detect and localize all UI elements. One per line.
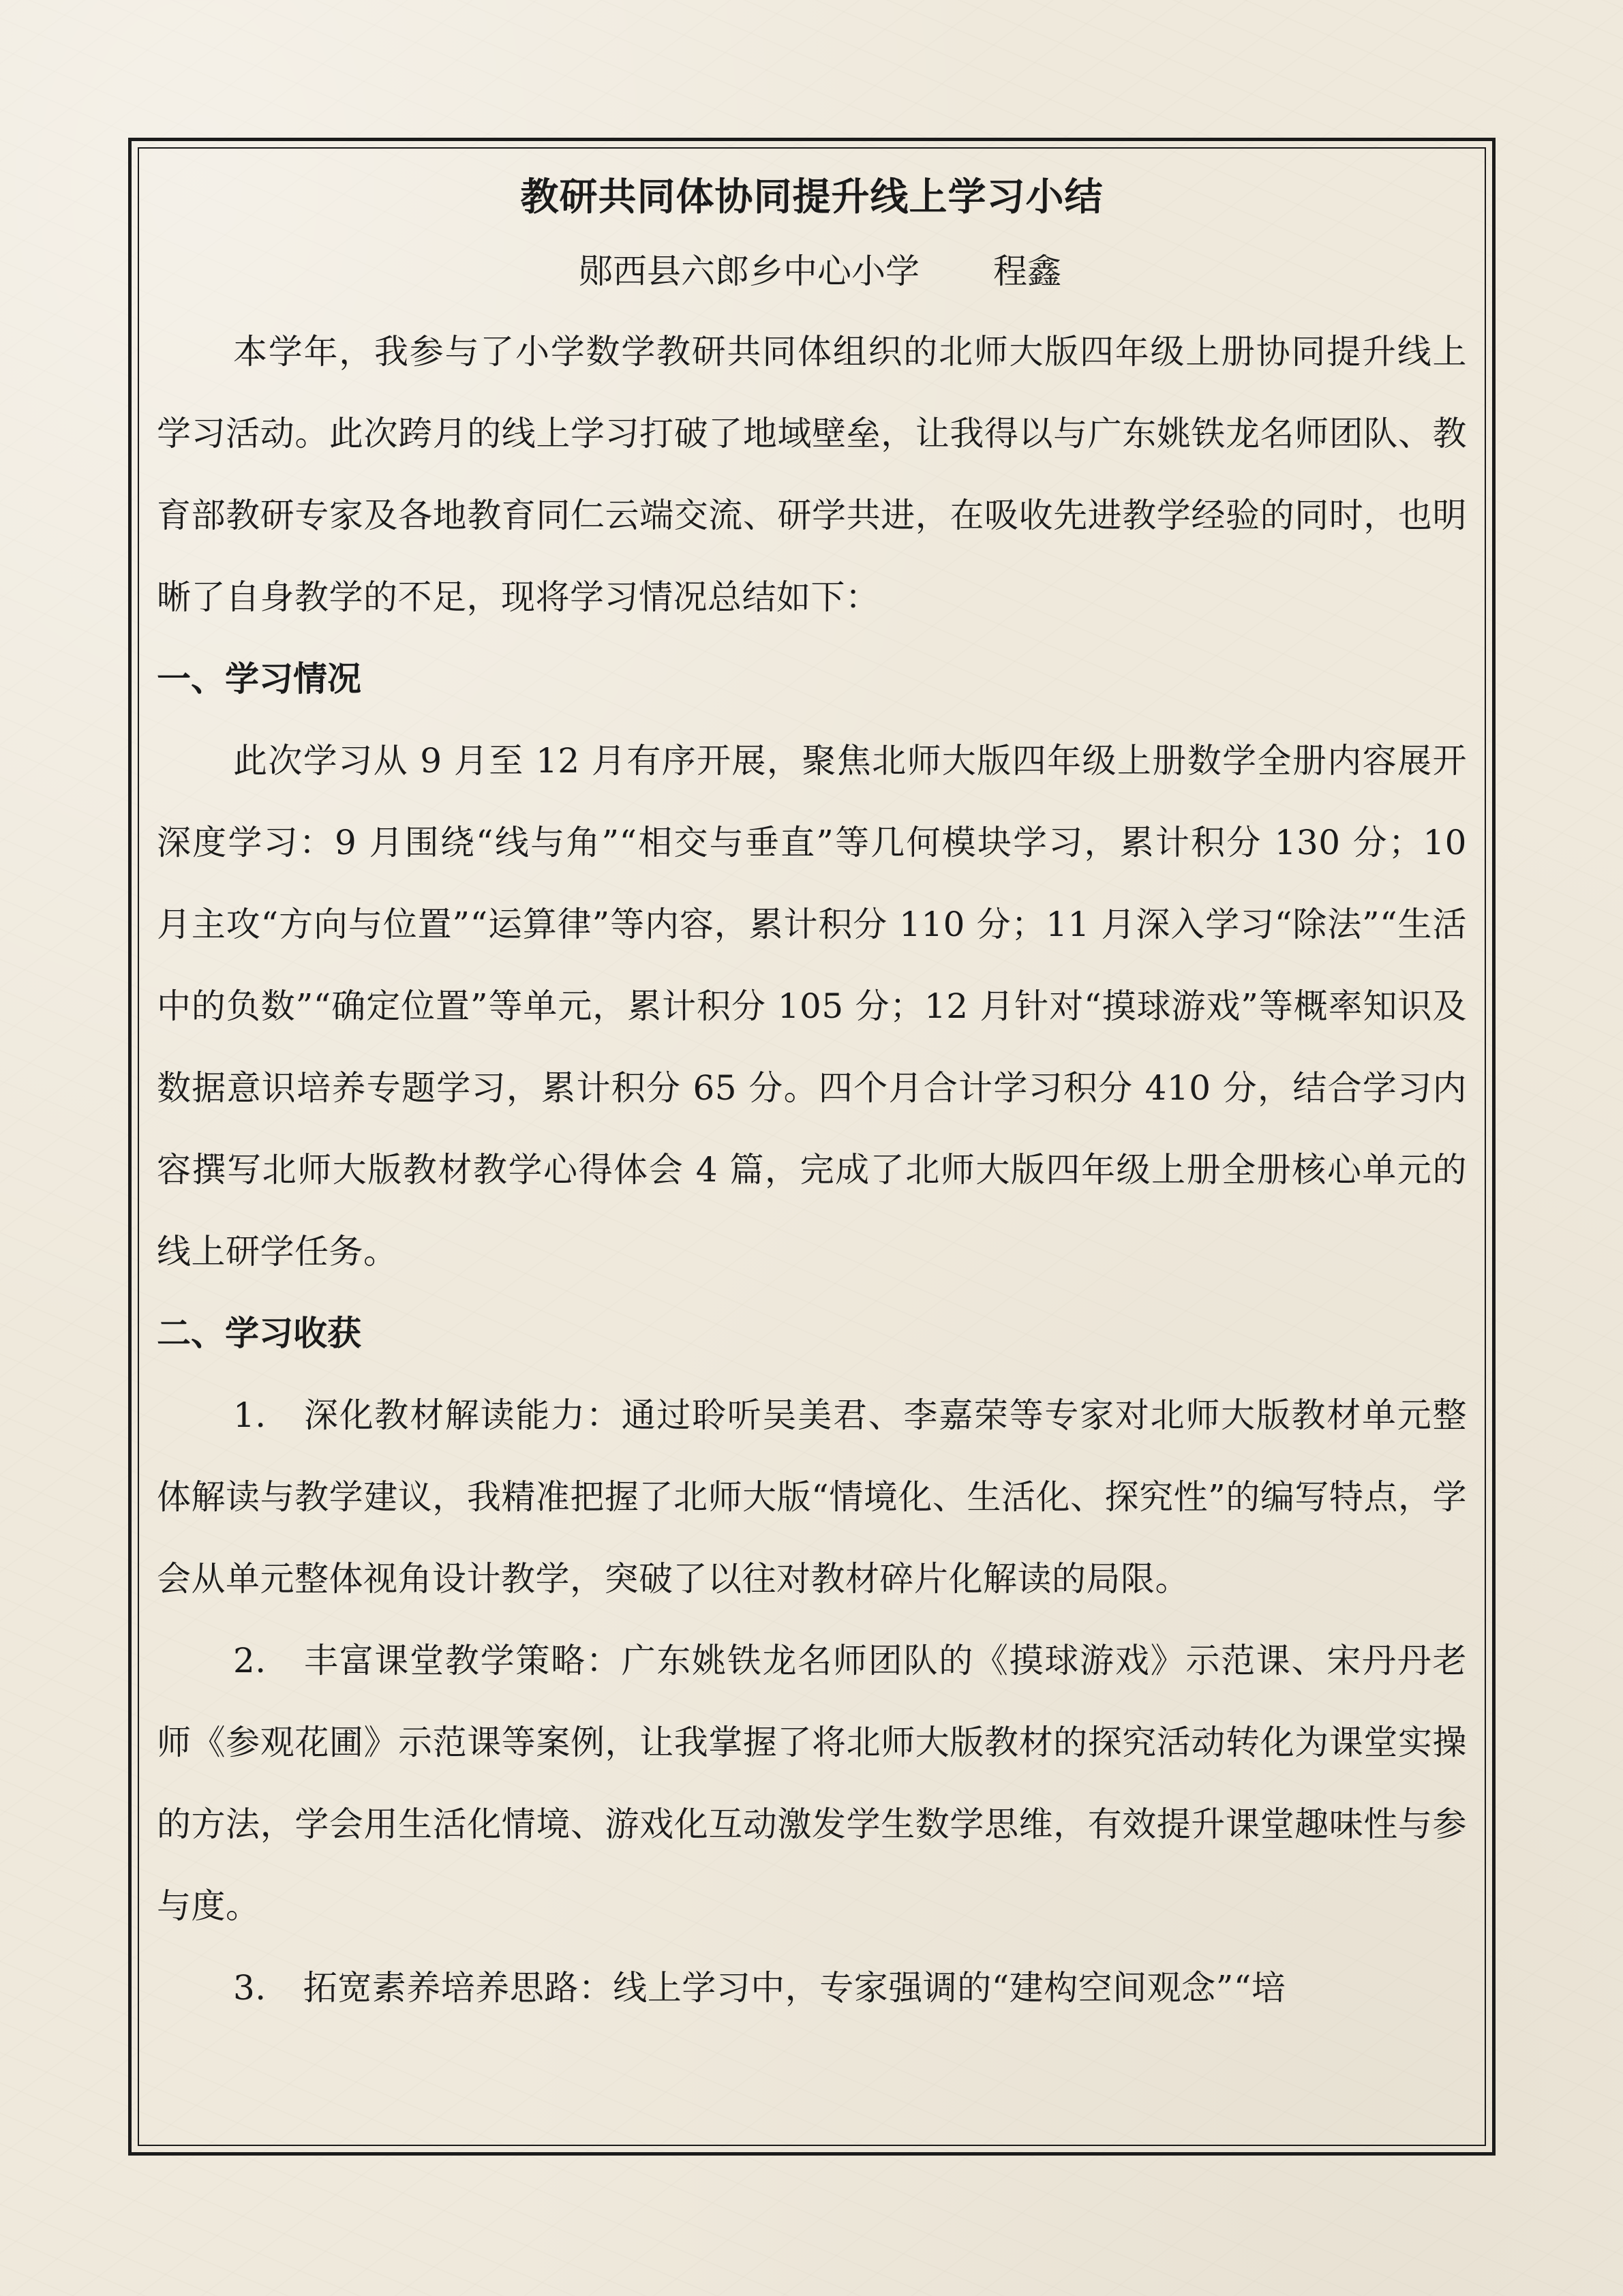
gain-item-3 (157, 1947, 1467, 2029)
study-status-paragraph: 此次学习从 9 月至 12 月有序开展，聚焦北师大版四年级上册数学全册内容展开深度学习：9 月围绕“线与角”“相交与垂直”等几何模块学习，累计积分 130 分；10 月主攻“方向与位置”“运算律”等内容，累计积分 110 分；11 月深入学习“除法”“生活中的负数”“确定位置”等单元，累计积分 105 分；12 月针对“摸球游戏”等概率知识及数据意识培养专题学习，累计积分 65 分。四个月合计学习积分 410 分，结合学习内容撰写北师大版教材教学心得体会 4 篇，完成了北师大版四年级上册全册核心单元的线上研学任务。 (157, 741, 1467, 1271)
gain-item-1 (157, 1374, 1467, 1620)
gain-item-3-text: 拓宽素养培养思路：线上学习中，专家强调的“建构空间观念”“培 (303, 1968, 1286, 2008)
school-name: 郧西县六郎乡中心小学 (579, 252, 920, 291)
section-heading-gains: 二、学习收获 (157, 1314, 361, 1353)
byline (157, 232, 1467, 311)
author-name: 程鑫 (993, 252, 1061, 291)
gain-item-2 (157, 1620, 1467, 1947)
section-heading-study-status: 一、学习情况 (157, 659, 361, 699)
gain-item-1-text: 深化教材解读能力：通过聆听吴美君、李嘉荣等专家对北师大版教材单元整体解读与教学建议，我精准把握了北师大版“情境化、生活化、探究性”的编写特点，学会从单元整体视角设计教学，突破了以往对教材碎片化解读的局限。 (157, 1395, 1467, 1599)
intro-paragraph: 本学年，我参与了小学数学教研共同体组织的北师大版四年级上册协同提升线上学习活动。此次跨月的线上学习打破了地域壁垒，让我得以与广东姚铁龙名师团队、教育部教研专家及各地教育同仁云端交流、研学共进，在吸收先进教学经验的同时，也明晰了自身教学的不足，现将学习情况总结如下： (157, 332, 1467, 617)
gain-item-3-number: 3. (233, 1968, 267, 2008)
document-body (157, 164, 1467, 2029)
gain-item-1-number: 1. (233, 1395, 267, 1435)
gain-item-2-number: 2. (233, 1641, 267, 1680)
gain-item-2-text: 丰富课堂教学策略：广东姚铁龙名师团队的《摸球游戏》示范课、宋丹丹老师《参观花圃》示范课等案例，让我掌握了将北师大版教材的探究活动转化为课堂实操的方法，学会用生活化情境、游戏化互动激发学生数学思维，有效提升课堂趣味性与参与度。 (157, 1641, 1467, 1926)
document-title: 教研共同体协同提升线上学习小结 (520, 175, 1104, 220)
